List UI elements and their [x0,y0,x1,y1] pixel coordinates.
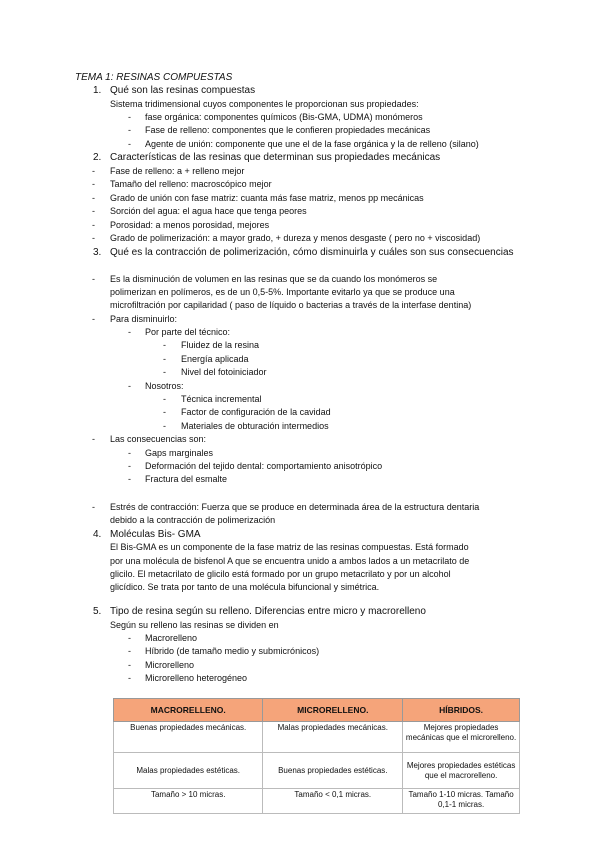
table-header: HÍBRIDOS. [403,699,520,722]
paragraph-line: polimerizan en polímeros, es de un 0,5-5%. Importante evitarlo ya que se produce una [110,287,455,297]
dash-bullet: - [92,193,95,203]
section-3-number: 3. [93,247,102,258]
list-item: Porosidad: a menos porosidad, mejores [110,220,270,230]
paragraph-line: microfiltración por capilaridad ( paso de líquido o bacterias a través de la interfase dentina) [110,300,472,310]
list-item: Híbrido (de tamaño medio y submicrónicos) [145,646,320,656]
dash-bullet: - [163,367,166,377]
table-header: MACRORELLENO. [114,699,263,722]
list-item: fase orgánica: componentes químicos (Bis-GMA, UDMA) monómeros [145,112,423,122]
list-item: Nivel del fotoiniciador [181,367,267,377]
section-5-number: 5. [93,606,102,617]
dash-bullet: - [92,233,95,243]
dash-bullet: - [92,166,95,176]
dash-bullet: - [128,112,131,122]
dash-bullet: - [163,394,166,404]
list-item: Macrorelleno [145,633,198,643]
table-cell: Malas propiedades estéticas. [114,753,263,789]
table-cell: Tamaño 1-10 micras. Tamaño 0,1-1 micras. [403,789,520,814]
table-cell: Tamaño > 10 micras. [114,789,263,814]
list-item: Técnica incremental [181,394,262,404]
dash-bullet: - [92,179,95,189]
section-5-intro: Según su relleno las resinas se dividen en [110,620,279,630]
table-row [114,722,520,753]
list-item: Agente de unión: componente que une el de la fase orgánica y la de relleno (silano) [145,139,479,149]
dash-bullet: - [128,139,131,149]
list-item: Microrelleno heterogéneo [145,673,248,683]
table-cell: Buenas propiedades estéticas. [263,753,403,789]
list-item: Materiales de obturación intermedios [181,421,329,431]
table-header-row [114,699,520,722]
dash-bullet: - [163,421,166,431]
list-item: Tamaño del relleno: macroscópico mejor [110,179,272,189]
list-item: Energía aplicada [181,354,249,364]
dash-bullet: - [92,314,95,324]
dash-bullet: - [128,474,131,484]
comparison-table [113,698,520,814]
dash-bullet: - [128,125,131,135]
list-item: Grado de polimerización: a mayor grado, + dureza y menos desgaste ( pero no + viscosidad) [110,233,481,243]
dash-bullet: - [163,340,166,350]
dash-bullet: - [92,434,95,444]
section-1-intro: Sistema tridimensional cuyos componentes le proporcionan sus propiedades: [110,99,419,109]
dash-bullet: - [128,461,131,471]
dash-bullet: - [92,274,95,284]
list-item: Microrelleno [145,660,195,670]
us-label: Nosotros: [145,381,184,391]
list-item: Fractura del esmalte [145,474,228,484]
section-2-heading: Características de las resinas que determinan sus propiedades mecánicas [110,152,441,163]
paragraph-line: glicilo. El metacrilato de glicilo está formado por un grupo metacrilato y por un alcohol [110,569,451,579]
reduce-label: Para disminuirlo: [110,314,178,324]
paragraph-line: Es la disminución de volumen en las resinas que se da cuando los monómeros se [110,274,438,284]
table-row [114,789,520,814]
dash-bullet: - [128,633,131,643]
list-item: Deformación del tejido dental: comportamiento anisotrópico [145,461,383,471]
dash-bullet: - [128,381,131,391]
dash-bullet: - [163,354,166,364]
dash-bullet: - [163,407,166,417]
paragraph-line: por una molécula de bisfenol A que se encuentra unido a ambos lados a un metacrilato de [110,556,470,566]
section-4-number: 4. [93,529,102,540]
table-header: MICRORELLENO. [263,699,403,722]
dash-bullet: - [128,448,131,458]
section-3-heading: Qué es la contracción de polimerización, cómo disminuirla y cuáles son sus consecuencias [110,247,514,258]
dash-bullet: - [92,206,95,216]
table-cell: Mejores propiedades estéticas que el macrorelleno. [403,753,520,789]
list-item: Gaps marginales [145,448,214,458]
dash-bullet: - [128,327,131,337]
list-item: Sorción del agua: el agua hace que tenga peores [110,206,307,216]
dash-bullet: - [128,646,131,656]
paragraph-line: debido a la contracción de polimerización [110,515,276,525]
consequences-label: Las consecuencias son: [110,434,207,444]
section-4-heading: Moléculas Bis- GMA [110,529,201,540]
list-item: Fluidez de la resina [181,340,260,350]
table-cell: Malas propiedades mecánicas. [263,722,403,753]
list-item: Grado de unión con fase matriz: cuanta más fase matriz, menos pp mecánicas [110,193,424,203]
table-row [114,753,520,789]
dash-bullet: - [128,660,131,670]
table-cell: Tamaño < 0,1 micras. [263,789,403,814]
dash-bullet: - [92,220,95,230]
paragraph-line: Estrés de contracción: Fuerza que se produce en determinada área de la estructura dentaria [110,502,480,512]
section-1-number: 1. [93,85,102,96]
document-title: TEMA 1: RESINAS COMPUESTAS [75,72,233,83]
list-item: Fase de relleno: a + relleno mejor [110,166,245,176]
technician-label: Por parte del técnico: [145,327,231,337]
paragraph-line: glicídico. Se trata por tanto de una molécula bifuncional y simétrica. [110,582,380,592]
paragraph-line: El Bis-GMA es un componente de la fase matriz de las resinas compuestas. Está formado [110,542,469,552]
section-2-number: 2. [93,152,102,163]
table-cell: Mejores propiedades mecánicas que el microrelleno. [403,722,520,753]
dash-bullet: - [128,673,131,683]
list-item: Factor de configuración de la cavidad [181,407,331,417]
dash-bullet: - [92,502,95,512]
section-1-heading: Qué son las resinas compuestas [110,85,256,96]
section-5-heading: Tipo de resina según su relleno. Diferencias entre micro y macrorelleno [110,606,426,617]
table-cell: Buenas propiedades mecánicas. [114,722,263,753]
list-item: Fase de relleno: componentes que le confieren propiedades mecánicas [145,125,431,135]
